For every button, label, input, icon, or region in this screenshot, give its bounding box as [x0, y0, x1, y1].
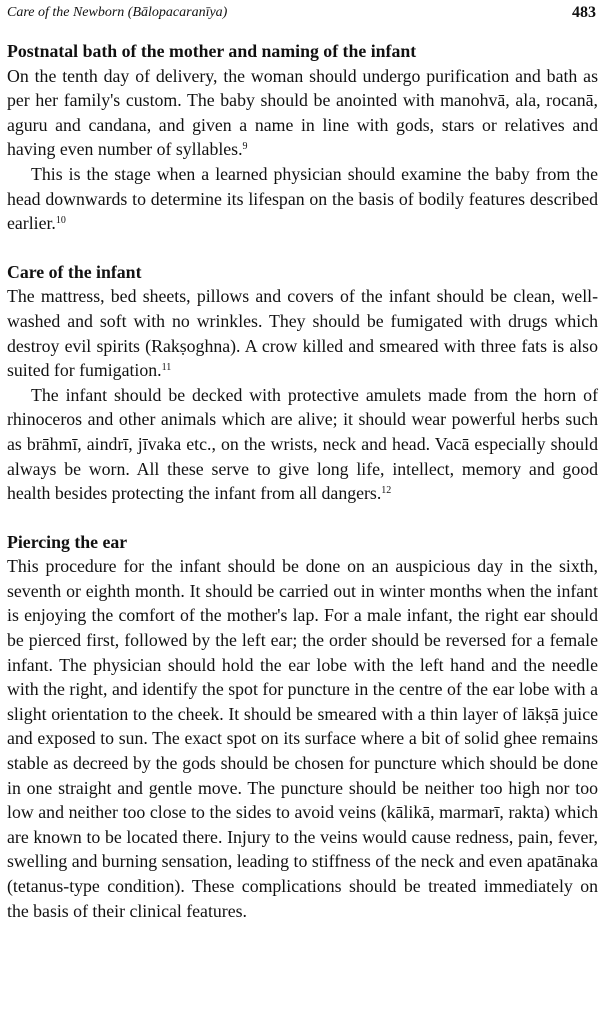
footnote-ref: 10 — [55, 215, 66, 227]
running-header — [7, 2, 598, 24]
footnote-ref: 12 — [381, 485, 392, 497]
paragraph — [7, 554, 598, 923]
section-care-of-infant — [7, 260, 598, 506]
footnote-ref: 11 — [161, 362, 172, 374]
paragraph-text: On the tenth day of delivery, the woman should undergo purification and bath as per her family's custom. The baby should be anointed with manohvā, ala, rocanā, aguru and candana, and given a name in line with gods, stars or relatives and having even number of syllables. — [7, 65, 598, 160]
paragraph-text: This is the stage when a learned physician should examine the baby from the head downwards to determine its lifespan on the basis of bodily features described earlier. — [7, 163, 598, 234]
paragraph-text: This procedure for the infant should be done on an auspicious day in the sixth, seventh or eighth month. It should be carried out in winter months when the infant is enjoying the comfort of the mother's lap. For a male infant, the right ear should be pierced first, followed by the left ear; the order should be reversed for a female infant. The physician should hold the ear lobe with the left hand and the needle with the right, and identify the spot for puncture in the centre of the ear lobe with a slight orientation to the cheek. It should be smeared with a thin layer of lākṣā juice and exposed to sun. The exact spot on its surface where a bit of solid ghee remains stable as decreed by the gods should be chosen for puncture which should be done in one straight and gentle move. The puncture should be neither too high nor too low and neither too close to the sides to avoid veins (kālikā, marmarī, rakta) which are known to be located there. Injury to the veins would cause redness, pain, fever, swelling and burning sensation, leading to stiffness of the neck and even apatānaka (tetanus-type condition). These complications should be treated immediately on the basis of their clinical features. — [7, 556, 598, 921]
paragraph — [7, 284, 598, 382]
section-heading: Postnatal bath of the mother and naming of the infant — [7, 41, 417, 61]
section-postnatal-bath — [7, 39, 598, 236]
page-number: 483 — [572, 4, 596, 21]
paragraph — [7, 383, 598, 506]
section-heading: Piercing the ear — [7, 531, 128, 552]
paragraph — [7, 64, 598, 162]
footnote-ref: 9 — [242, 141, 248, 153]
paragraph-text: The infant should be decked with protective amulets made from the horn of rhinoceros and other animals which are alive; it should wear powerful herbs such as brāhmī, aindrī, jīvaka etc., on the wrists, neck and head. Vacā especially should always be worn. All these serve to give long life, intellect, memory and good health besides protecting the infant from all dangers. — [7, 384, 598, 504]
book-page — [7, 0, 598, 1018]
section-piercing-ear — [7, 530, 598, 924]
section-heading: Care of the infant — [7, 261, 142, 282]
paragraph — [7, 162, 598, 236]
running-title: Care of the Newborn (Bālopacaranīya) — [7, 5, 228, 20]
paragraph-text: The mattress, bed sheets, pillows and covers of the infant should be clean, well-washed and soft with no wrinkles. They should be fumigated with drugs which destroy evil spirits (Rakṣoghna). A crow killed and smeared with three fats is also suited for fumigation. — [7, 286, 598, 381]
